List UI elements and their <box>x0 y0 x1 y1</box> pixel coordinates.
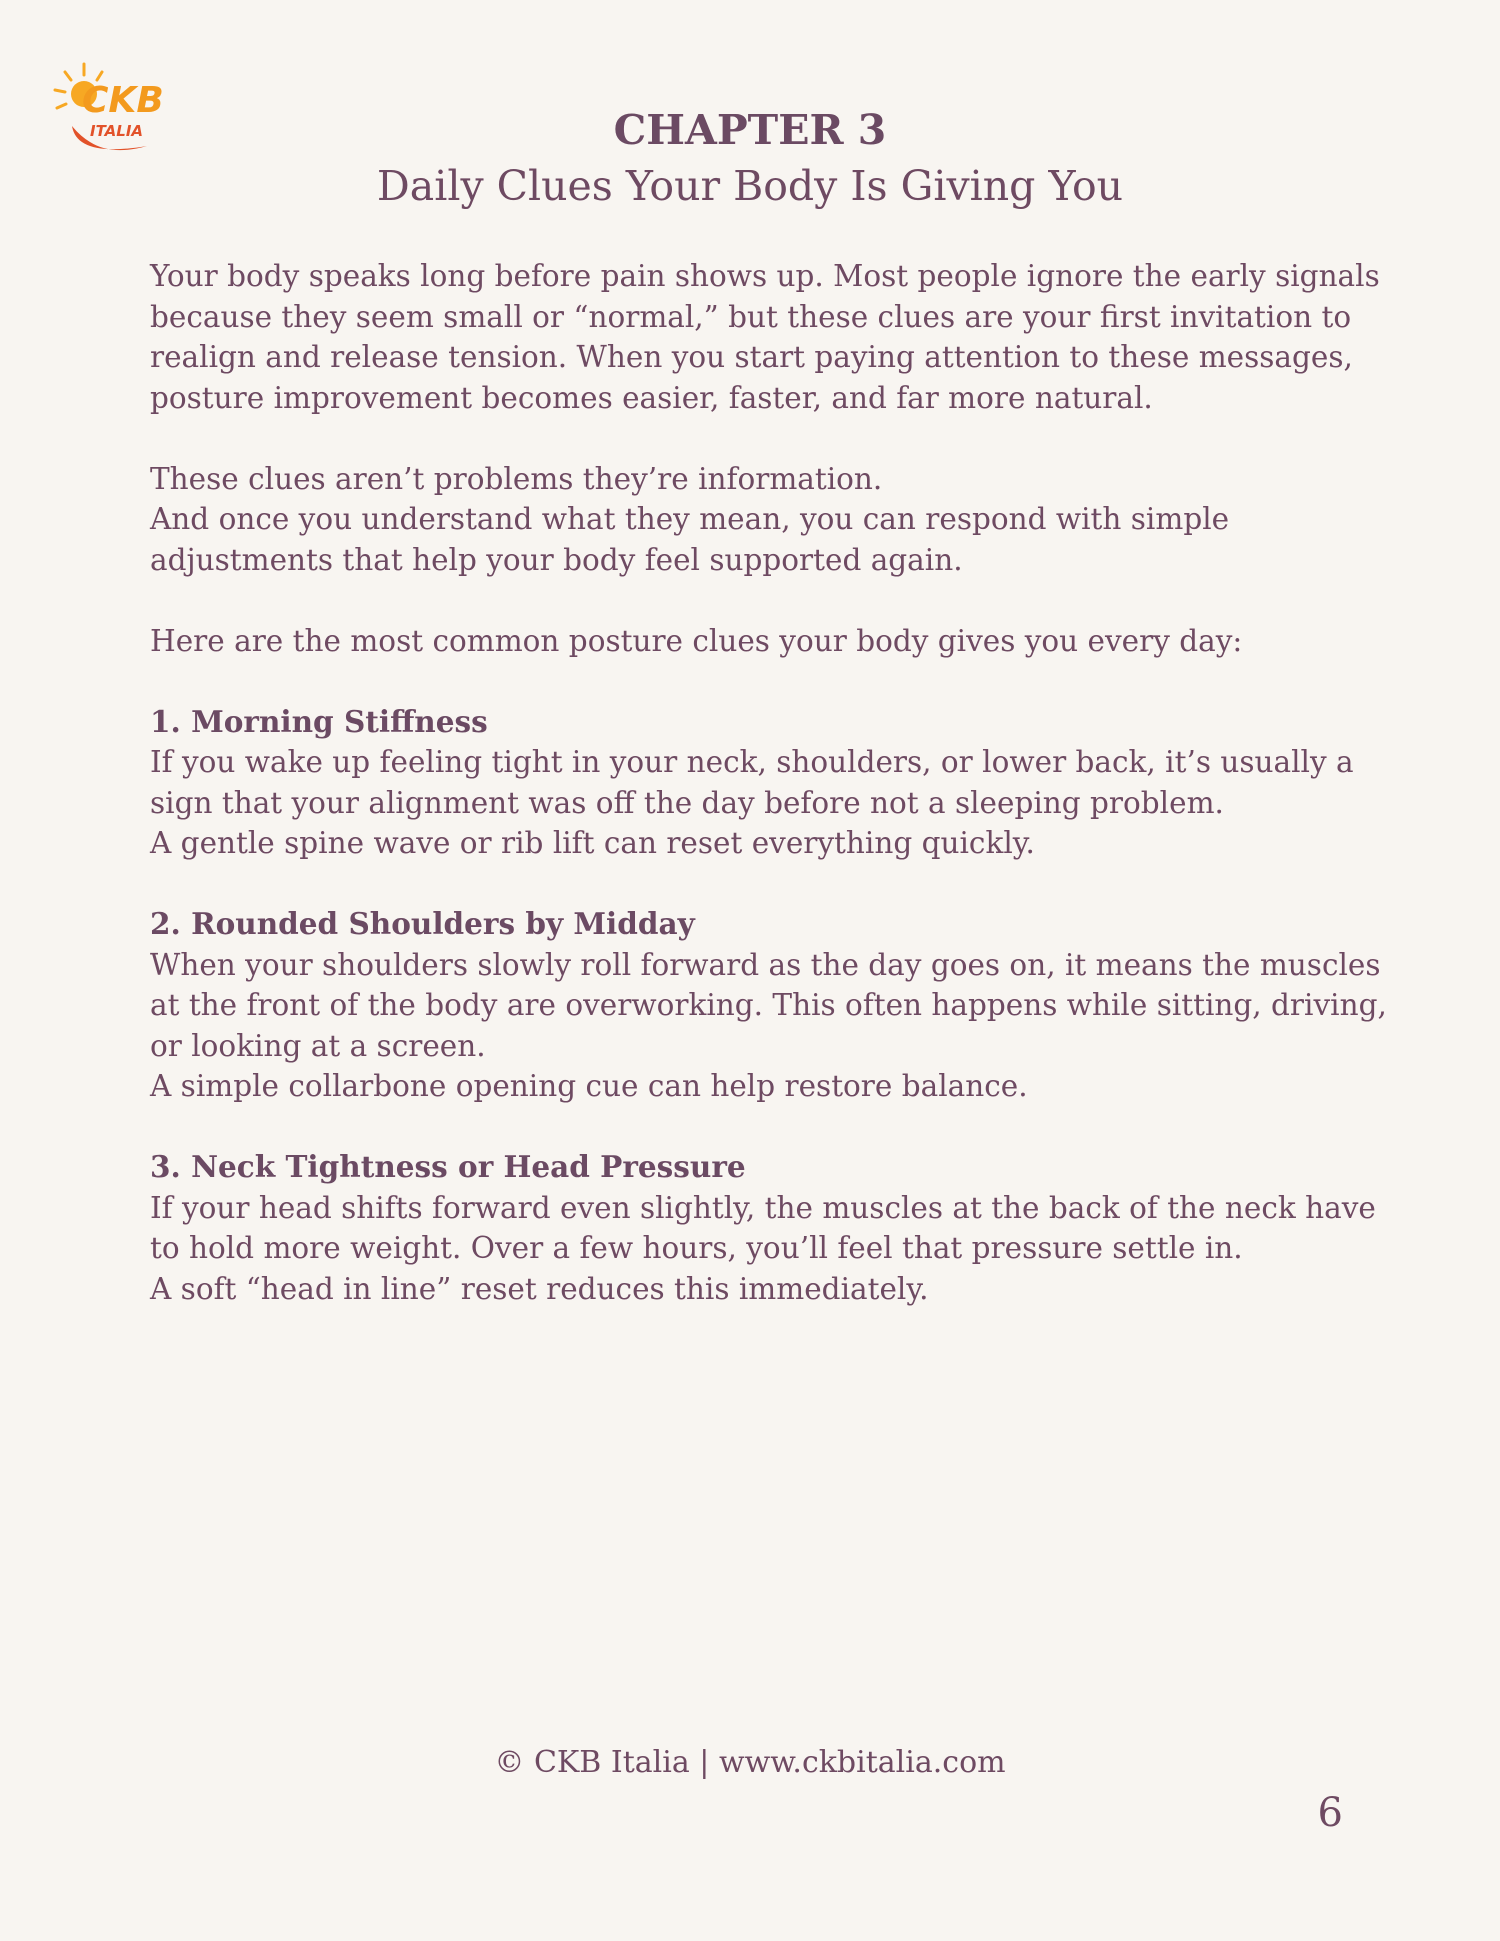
text-line: If you wake up feeling tight in your neck, shoulders, or lower back, it’s usually a <box>150 745 1354 779</box>
text-line: A soft “head in line” reset reduces this immediately. <box>150 1271 929 1306</box>
text-line: posture improvement becomes easier, faster, and far more natural. <box>150 380 1153 415</box>
section-heading: 1. Morning Stiffness <box>150 703 488 739</box>
text-line: or looking at a screen. <box>150 1028 486 1063</box>
section-rounded-shoulders <box>150 904 1390 1107</box>
text-line: These clues aren’t problems they’re information. <box>150 461 883 496</box>
section-heading: 3. Neck Tightness or Head Pressure <box>150 1149 746 1184</box>
text-line: A simple collarbone opening cue can help restore balance. <box>150 1069 1028 1103</box>
text-line: at the front of the body are overworking. This often happens while sitting, driving, <box>150 988 1387 1022</box>
text-line: Here are the most common posture clues your body gives you every day: <box>150 623 1243 658</box>
text-line: adjustments that help your body feel supported again. <box>150 542 963 577</box>
intro-paragraph <box>150 256 1390 418</box>
section-morning-stiffness <box>150 702 1390 864</box>
logo-brand-text: CKB <box>82 80 164 121</box>
section-neck-tightness <box>150 1147 1390 1309</box>
footer-copyright: © CKB Italia | www.ckbitalia.com <box>494 1745 1006 1780</box>
text-line: realign and release tension. When you start paying attention to these messages, <box>150 340 1353 374</box>
text-line: Your body speaks long before pain shows up. Most people ignore the early signals <box>150 259 1380 293</box>
text-line: A gentle spine wave or rib lift can reset everything quickly. <box>150 826 1035 860</box>
chapter-title: Daily Clues Your Body Is Giving You <box>376 162 1124 210</box>
section-heading: 2. Rounded Shoulders by Midday <box>150 906 695 941</box>
page-number: 6 <box>1317 1790 1343 1836</box>
lead-in-paragraph <box>150 621 1390 662</box>
text-line: sign that your alignment was off the day before not a sleeping problem. <box>150 785 1224 820</box>
chapter-header <box>0 102 1500 214</box>
chapter-body <box>150 256 1390 1350</box>
text-line: And once you understand what they mean, you can respond with simple <box>150 502 1230 536</box>
text-line: to hold more weight. Over a few hours, you’ll feel that pressure settle in. <box>150 1231 1243 1265</box>
text-line: When your shoulders slowly roll forward as the day goes on, it means the muscles <box>150 947 1381 982</box>
chapter-label: CHAPTER 3 <box>613 106 887 154</box>
logo-subtitle-text: ITALIA <box>90 122 144 140</box>
info-paragraph <box>150 459 1390 581</box>
text-line: If your head shifts forward even slightly, the muscles at the back of the neck have <box>150 1190 1376 1225</box>
text-line: because they seem small or “normal,” but these clues are your first invitation to <box>150 299 1352 334</box>
